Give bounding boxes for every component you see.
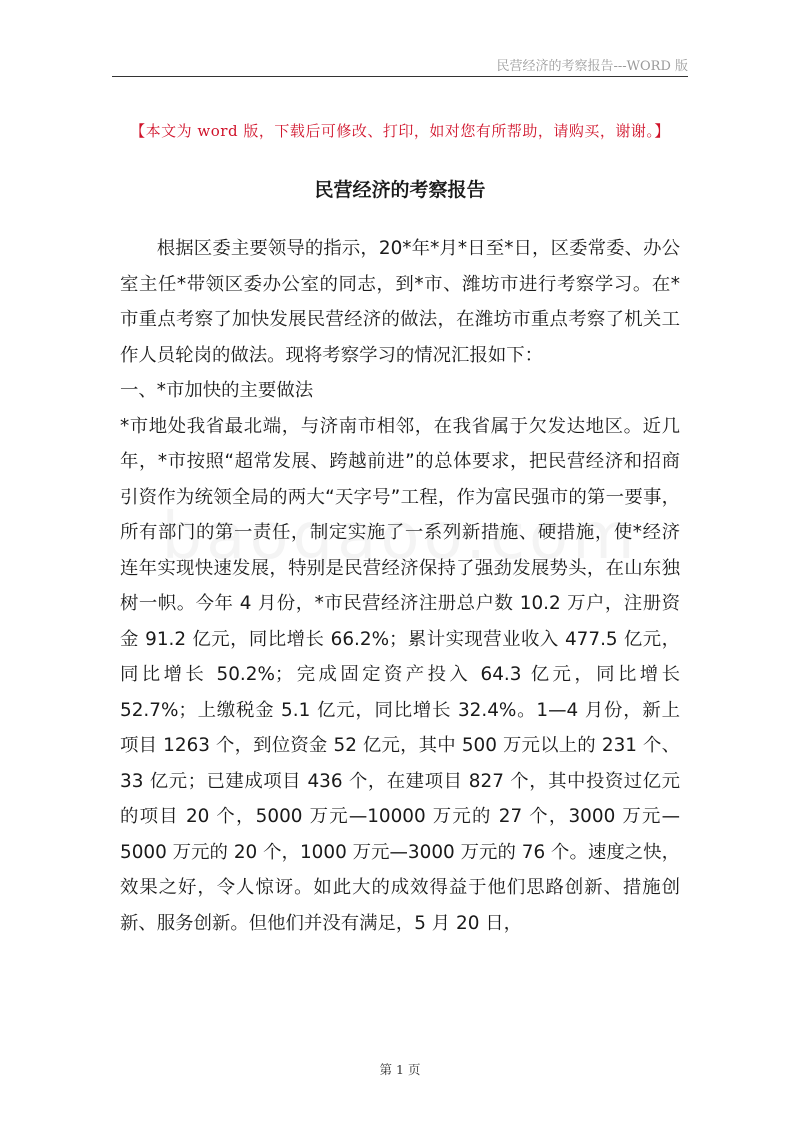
document-body xyxy=(120,231,680,941)
header-divider xyxy=(112,76,688,77)
purchase-notice: 【本文为 word 版，下载后可修改、打印，如对您有所帮助，请购买，谢谢。】 xyxy=(130,122,670,140)
page-header-title: 民营经济的考察报告---WORD 版 xyxy=(496,59,688,74)
document-title: 民营经济的考察报告 xyxy=(314,179,486,201)
section-paragraph: *市地处我省最北端，与济南市相邻，在我省属于欠发达地区。近几年，*市按照“超常发展、跨越前进”的总体要求，把民营经济和招商引资作为统领全局的两大“天字号”工程，作为富民强市的第一要事，所有部门的第一责任，制定实施了一系列新措施、硬措施，使*经济连年实现快速发展，特别是民营经济保持了强劲发展势头，在山东独树一帜。今年 4 月份，*市民营经济注册总户数 10.2 万户，注册资金 91.2 亿元，同比增长 66.2%；累计实现营业收入 477.5 亿元，同比增长 50.2%；完成固定资产投入 64.3 亿元，同比增长 52.7%；上缴税金 5.1 亿元，同比增长 32.4%。1—4 月份，新上项目 1263 个，到位资金 52 亿元，其中 500 万元以上的 231 个、33 亿元；已建成项目 436 个，在建项目 827 个，其中投资过亿元的项目 20 个，5000 万元—10000 万元的 27 个，3000 万元—5000 万元的 20 个，1000 万元—3000 万元的 76 个。速度之快，效果之好，令人惊讶。如此大的成效得益于他们思路创新、措施创新、服务创新。但他们并没有满足，5 月 20 日， xyxy=(120,415,680,934)
section-heading: 一、*市加快的主要做法 xyxy=(120,380,314,401)
intro-paragraph: 根据区委主要领导的指示，20*年*月*日至*日，区委常委、办公室主任*带领区委办公室的同志，到*市、潍坊市进行考察学习。在*市重点考察了加快发展民营经济的做法，在潍坊市重点考察了机关工作人员轮岗的做法。现将考察学习的情况汇报如下： xyxy=(120,238,680,366)
page-number: 第 1 页 xyxy=(379,1062,421,1077)
